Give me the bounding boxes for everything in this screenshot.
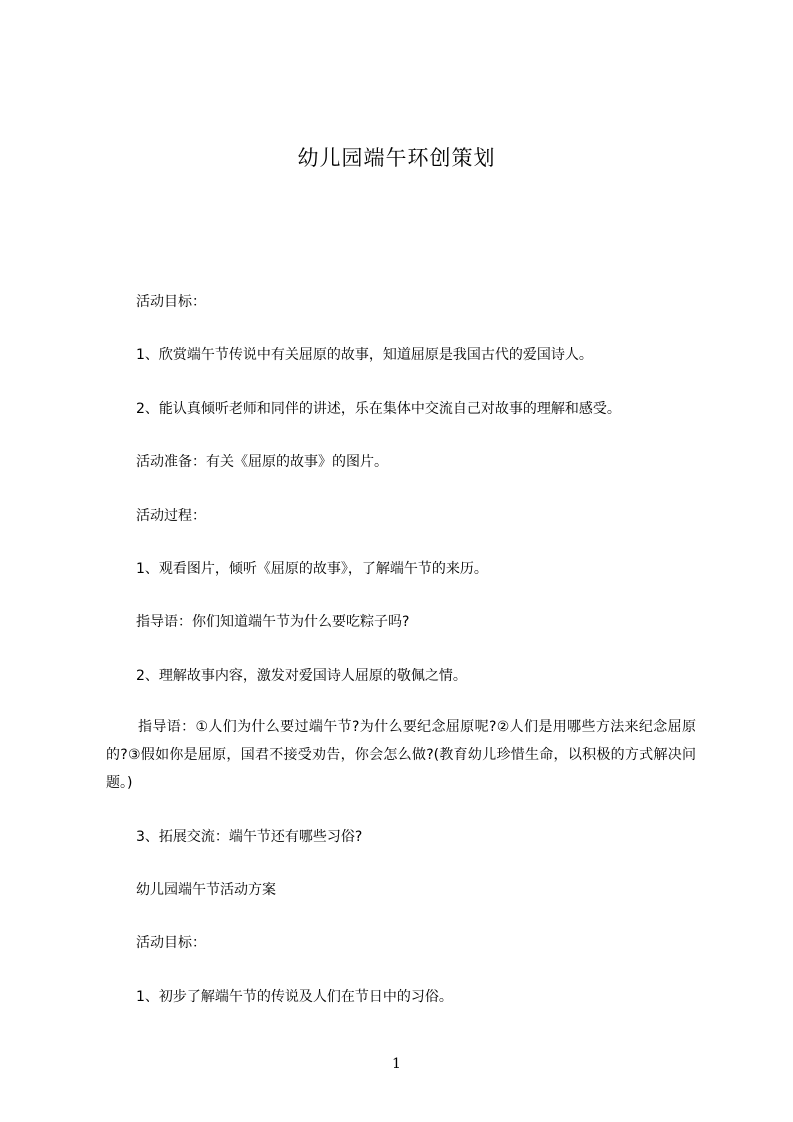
paragraph-activity-goals: 活动目标： (136, 294, 206, 310)
paragraph-goal-1: 1、欣赏端午节传说中有关屈原的故事，知道屈原是我国古代的爱国诗人。 (136, 347, 593, 363)
paragraph-guide-1: 指导语：你们知道端午节为什么要吃粽子吗? (136, 614, 410, 630)
paragraph-step-2: 2、理解故事内容，激发对爱国诗人屈原的敬佩之情。 (136, 668, 467, 684)
paragraph-preparation: 活动准备：有关《屈原的故事》的图片。 (136, 454, 388, 470)
paragraph-step-1: 1、观看图片，倾听《屈原的故事》，了解端午节的来历。 (136, 561, 488, 577)
paragraph-section-heading: 幼儿园端午节活动方案 (136, 882, 276, 898)
paragraph-goal-2: 2、能认真倾听老师和同伴的讲述，乐在集体中交流自己对故事的理解和感受。 (136, 401, 621, 417)
paragraph-activity-process: 活动过程： (136, 508, 206, 524)
paragraph-step-3: 3、拓展交流：端午节还有哪些习俗? (136, 829, 363, 845)
document-title: 幼儿园端午环创策划 (297, 146, 496, 170)
paragraph-guide-2: 指导语：①人们为什么要过端午节?为什么要纪念屈原呢?②人们是用哪些方法来纪念屈原的?③假如你是屈原，国君不接受劝告，你会怎么做?(教育幼儿珍惜生命，以积极的方式解决问题。) (106, 719, 696, 791)
paragraph-activity-goals-2: 活动目标： (136, 935, 206, 951)
paragraph-goal-2-1: 1、初步了解端午节的传说及人们在节日中的习俗。 (136, 989, 453, 1005)
page-number: 1 (392, 1056, 401, 1072)
